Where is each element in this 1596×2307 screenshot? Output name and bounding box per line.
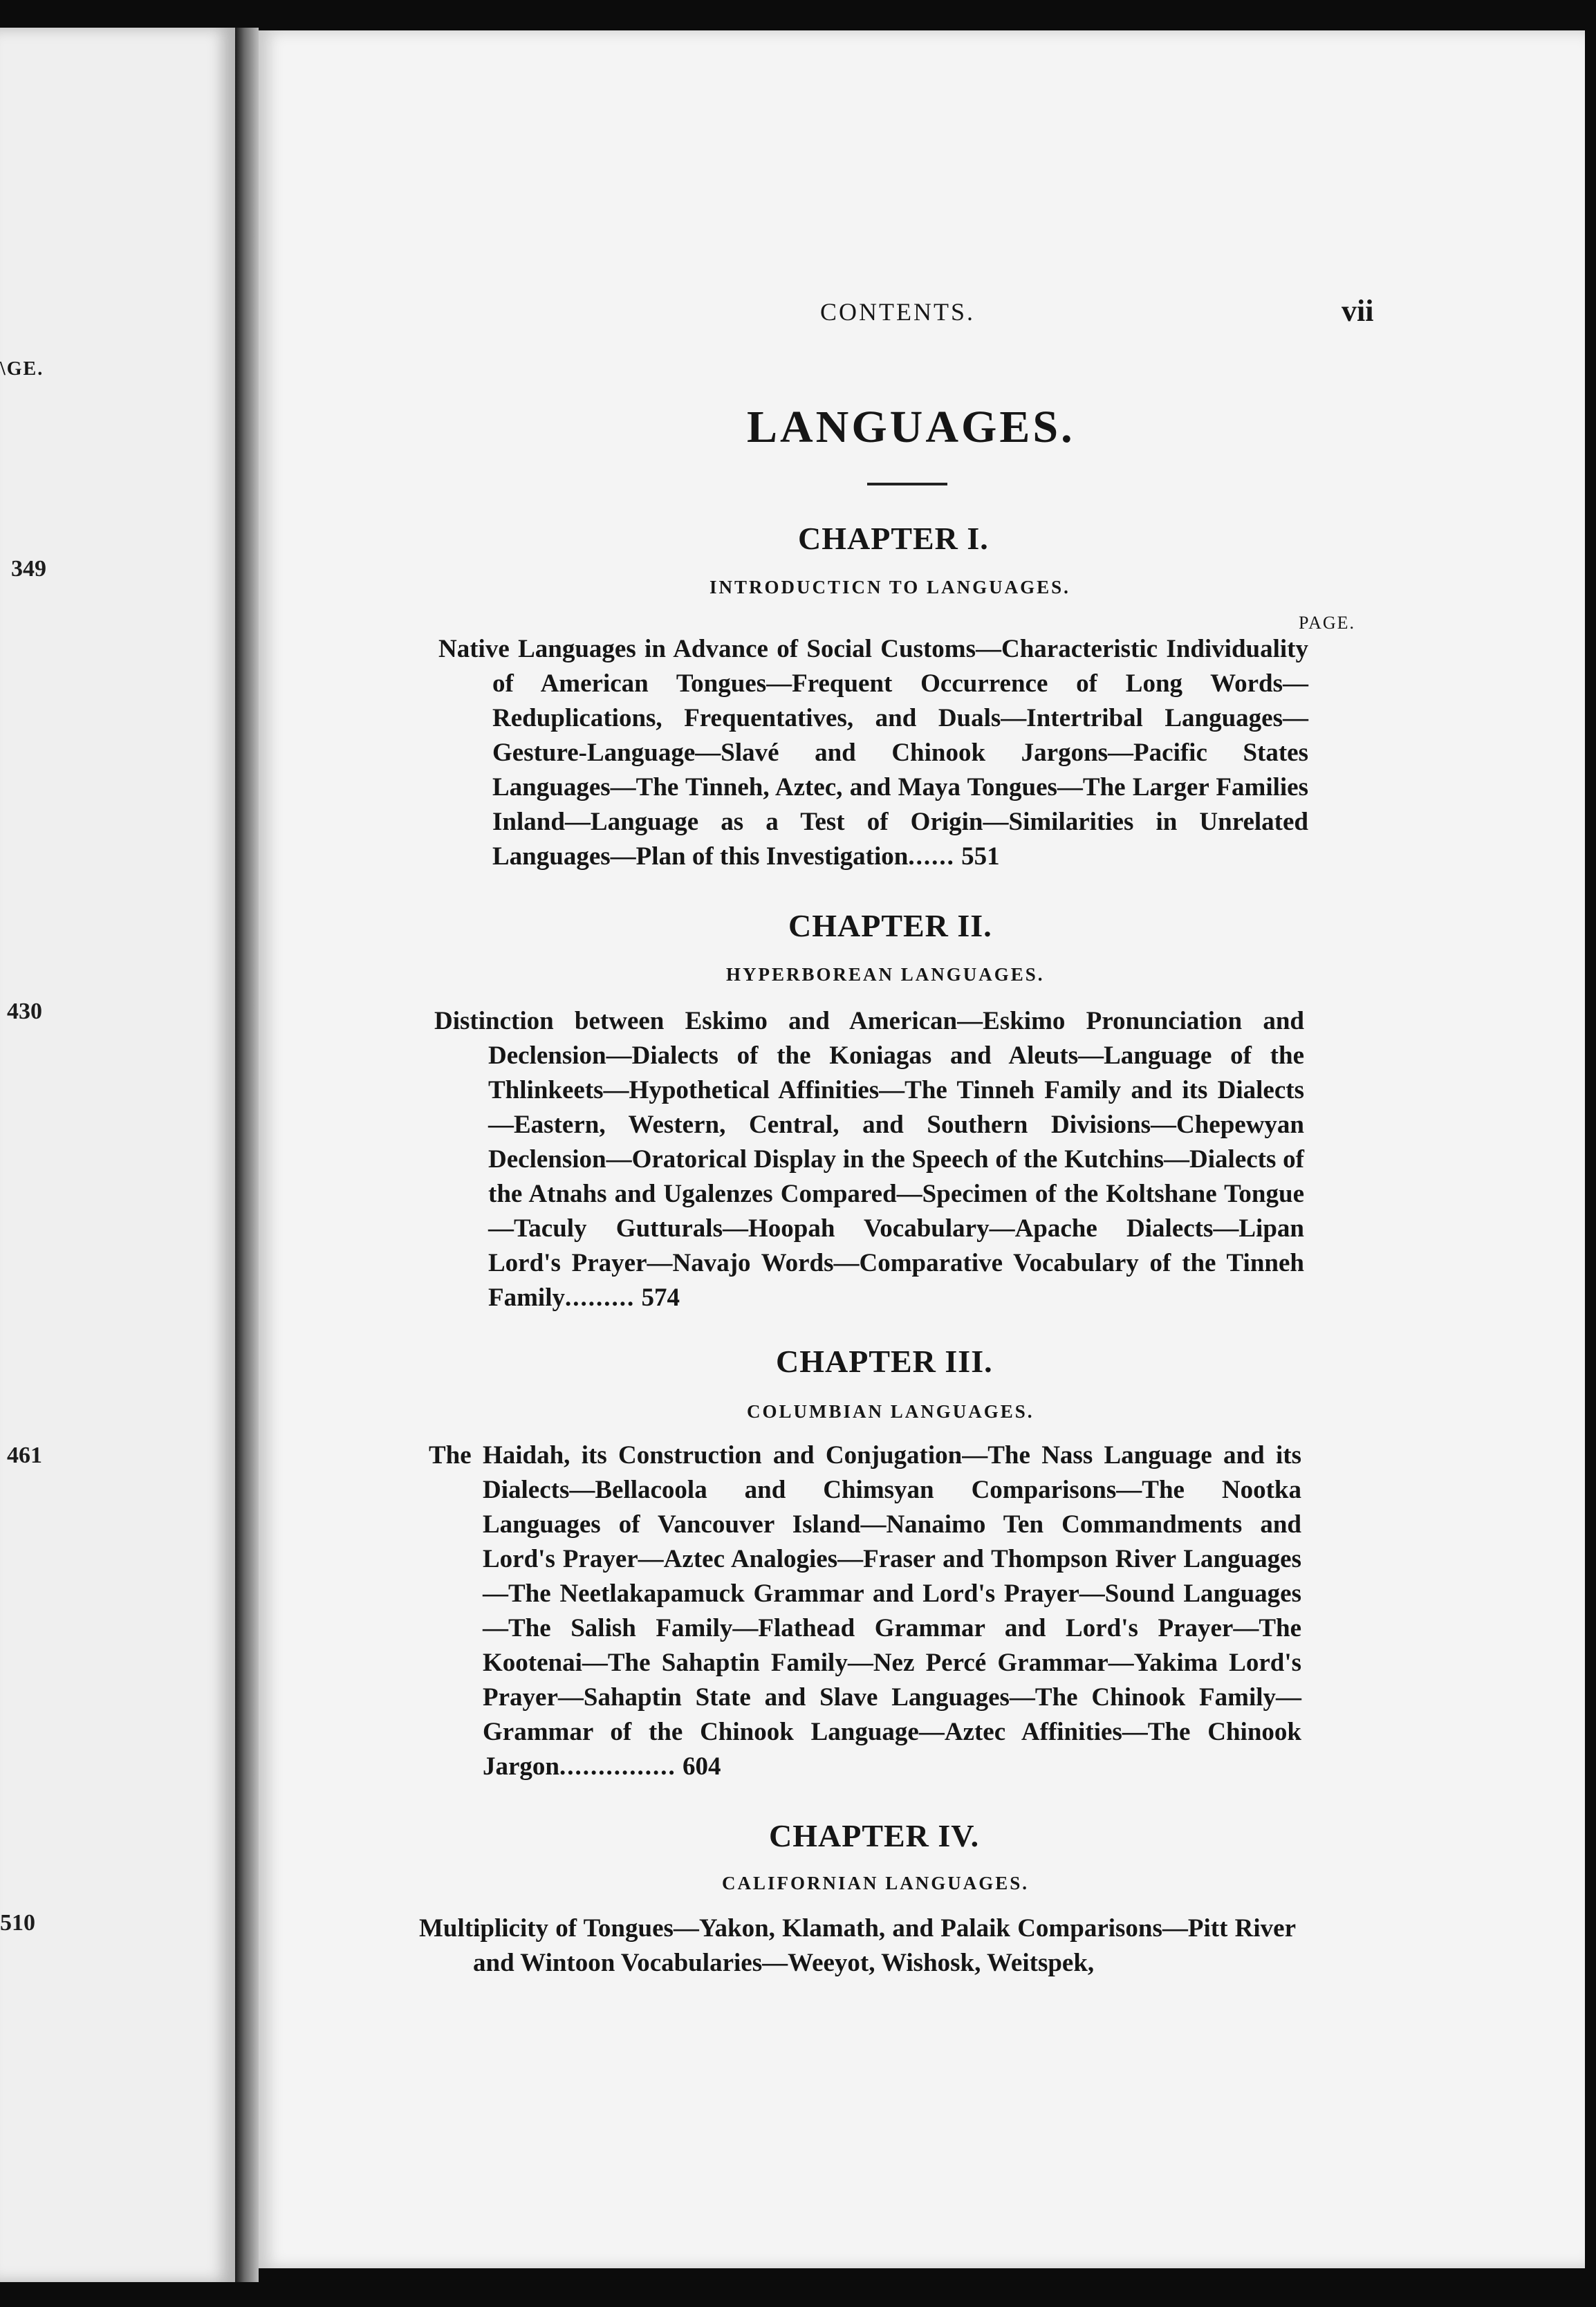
chapter-contents-entry [419, 1911, 1296, 1981]
left-page [0, 28, 239, 2282]
entry-text: Multiplicity of Tongues—Yakon, Klamath, and Palaik Comparisons—Pitt River and Wintoon Vocabularies—Weeyot, Wishosk, Weitspek, [419, 1914, 1296, 1977]
dot-leader: ......... [564, 1284, 635, 1312]
entry-page-number: 551 [961, 842, 1000, 871]
dot-leader: ............... [559, 1752, 676, 1781]
chapter-heading: CHAPTER I. [798, 521, 989, 556]
left-margin-number: 430 [7, 999, 42, 1024]
entry-page-number: 574 [641, 1284, 680, 1312]
chapter-subtitle: COLUMBIAN LANGUAGES. [747, 1401, 1034, 1422]
chapter-subtitle: CALIFORNIAN LANGUAGES. [722, 1873, 1030, 1893]
chapter-subtitle: HYPERBOREAN LANGUAGES. [726, 964, 1045, 985]
part-title: LANGUAGES. [747, 402, 1075, 452]
chapter-heading: CHAPTER IV. [769, 1818, 980, 1853]
book-gutter [235, 28, 259, 2282]
entry-text: The Haidah, its Construction and Conjugation—The Nass Language and its Dialects—Bellacoola and Chimsyan Comparisons—The Nootka Languages of Vancouver Island—Nanaimo Ten Commandments and Lord's Prayer—Aztec Analogies—Fraser and Thompson River Languages—The Neetlakapamuck Grammar and Lord's Prayer—Sound Languages—The Salish Family—Flathead Grammar and Lord's Prayer—The Kootenai—The Sahaptin Family—Nez Percé Grammar—Yakima Lord's Prayer—Sahaptin State and Slave Languages—The Chinook Family—Grammar of the Chinook Language—Aztec Affinities—The Chinook Jargon [429, 1441, 1301, 1781]
chapter-contents-entry [434, 1004, 1304, 1315]
chapter-subtitle: INTRODUCTICN TO LANGUAGES. [709, 577, 1070, 597]
folio-page-number: vii [1342, 294, 1374, 328]
left-margin-number: 349 [11, 556, 46, 582]
title-rule [867, 483, 947, 485]
dot-leader: ...... [908, 842, 955, 871]
left-page-header-fragment: \GE. [0, 358, 44, 380]
entry-page-number: 604 [683, 1752, 721, 1781]
left-margin-number: 461 [7, 1443, 42, 1468]
chapter-heading: CHAPTER II. [788, 908, 992, 943]
running-head: CONTENTS. [820, 298, 975, 326]
left-margin-number: 510 [0, 1910, 35, 1936]
chapter-contents-entry [438, 632, 1308, 874]
chapter-contents-entry [429, 1438, 1301, 1784]
entry-text: Distinction between Eskimo and American—Eskimo Pronunciation and Declension—Dialects of the Koniagas and Aleuts—Language of the Thlinkeets—Hypothetical Affinities—The Tinneh Family and its Dialects—Eastern, Western, Central, and Southern Divisions—Chepewyan Declension—Oratorical Display in the Speech of the Kutchins—Dialects of the Atnahs and Ugalenzes Compared—Specimen of the Koltshane Tongue—Taculy Gutturals—Hoopah Vocabulary—Apache Dialects—Lipan Lord's Prayer—Navajo Words—Comparative Vocabulary of the Tinneh Family [434, 1007, 1304, 1312]
page-column-label: PAGE. [1299, 613, 1356, 633]
entry-text: Native Languages in Advance of Social Customs—Characteristic Individuality of American Tongues—Frequent Occurrence of Long Words—Reduplications, Frequentatives, and Duals—Intertribal Languages—Gesture-Language—Slavé and Chinook Jargons—Pacific States Languages—The Tinneh, Aztec, and Maya Tongues—The Larger Families Inland—Language as a Test of Origin—Similarities in Unrelated Languages—Plan of this Investigation [438, 635, 1308, 871]
chapter-heading: CHAPTER III. [776, 1344, 993, 1379]
